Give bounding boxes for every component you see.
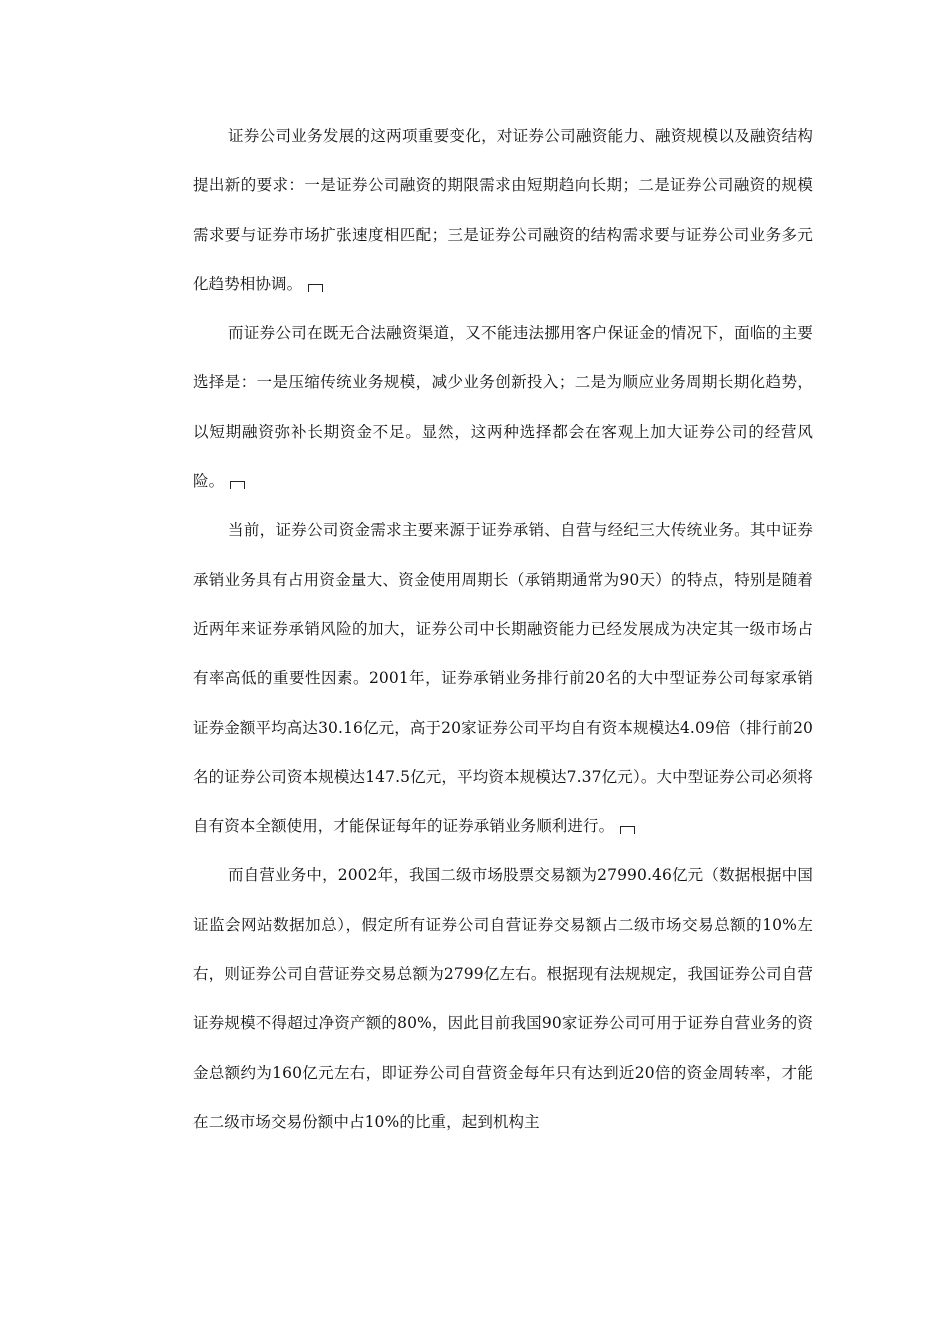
document-body xyxy=(193,112,813,1147)
paragraph-mark-icon xyxy=(230,481,245,489)
paragraph-2-text: 而证券公司在既无合法融资渠道，又不能违法挪用客户保证金的情况下，面临的主要选择是：一是压缩传统业务规模，减少业务创新投入；二是为顺应业务周期长期化趋势，以短期融资弥补长期资金不足。显然，这两种选择都会在客观上加大证券公司的经营风险。 xyxy=(193,324,813,491)
paragraph-3-text: 当前，证券公司资金需求主要来源于证券承销、自营与经纪三大传统业务。其中证券承销业务具有占用资金量大、资金使用周期长（承销期通常为90天）的特点，特别是随着近两年来证券承销风险的加大，证券公司中长期融资能力已经发展成为决定其一级市场占有率高低的重要性因素。2001年，证券承销业务排行前20名的大中型证券公司每家承销证券金额平均高达30.16亿元，高于20家证券公司平均自有资本规模达4.09倍（排行前20名的证券公司资本规模达147.5亿元，平均资本规模达7.37亿元）。大中型证券公司必须将自有资本全额使用，才能保证每年的证券承销业务顺利进行。 xyxy=(193,521,813,836)
paragraph-mark-icon xyxy=(620,826,635,834)
paragraph-4-text: 而自营业务中，2002年，我国二级市场股票交易额为27990.46亿元（数据根据中国证监会网站数据加总），假定所有证券公司自营证券交易额占二级市场交易总额的10%左右，则证券公司自营证券交易总额为2799亿左右。根据现有法规规定，我国证券公司自营证券规模不得超过净资产额的80%，因此目前我国90家证券公司可用于证券自营业务的资金总额约为160亿元左右，即证券公司自营资金每年只有达到近20倍的资金周转率，才能在二级市场交易份额中占10%的比重，起到机构主 xyxy=(193,866,813,1131)
paragraph-4 xyxy=(193,851,813,1147)
paragraph-2 xyxy=(193,309,813,506)
paragraph-1-text: 证券公司业务发展的这两项重要变化，对证券公司融资能力、融资规模以及融资结构提出新的要求：一是证券公司融资的期限需求由短期趋向长期；二是证券公司融资的规模需求要与证券市场扩张速度相匹配；三是证券公司融资的结构需求要与证券公司业务多元化趋势相协调。 xyxy=(193,127,813,293)
paragraph-1 xyxy=(193,112,813,309)
paragraph-mark-icon xyxy=(308,284,323,292)
paragraph-3 xyxy=(193,506,813,851)
